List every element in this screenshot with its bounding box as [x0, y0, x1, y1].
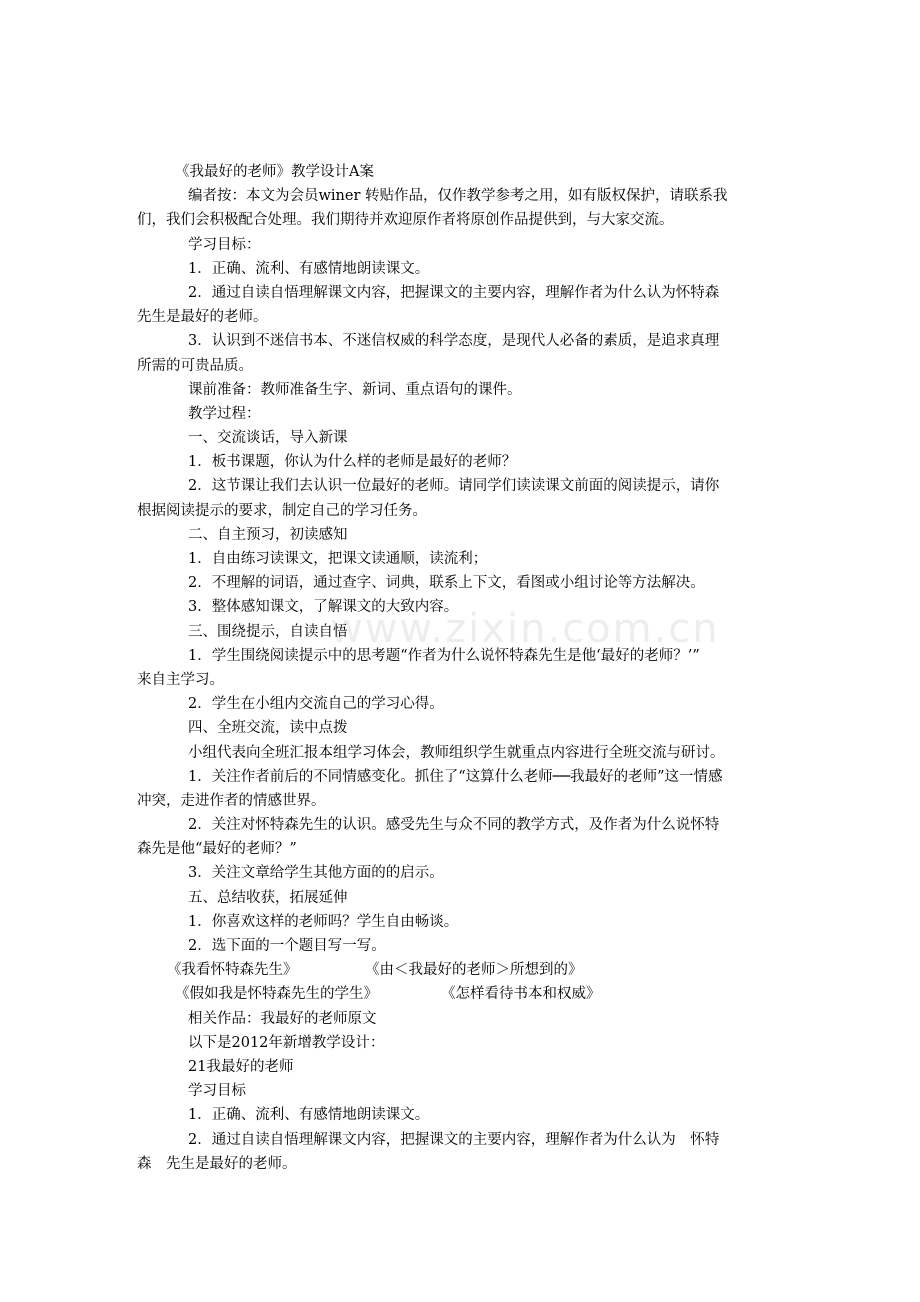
section-3-item-2: 2．学生在小组内交流自己的学习心得。 — [188, 696, 444, 713]
section-4-item-2-line-2: 森先是他“最好的老师？” — [137, 841, 297, 858]
goal-3-line-2: 所需的可贵品质。 — [137, 357, 253, 374]
section-1-item-2-line-1: 2．这节课让我们去认识一位最好的老师。请同学们读读课文前面的阅读提示，请你 — [188, 478, 720, 495]
topic-row-1 — [137, 958, 787, 982]
editor-note-line-2: 们，我们会积极配合处理。我们期待并欢迎原作者将原创作品提供到，与大家交流。 — [137, 212, 674, 229]
heading-learning-goals-2: 学习目标 — [188, 1083, 246, 1100]
section-2-heading: 二、自主预习，初读感知 — [188, 526, 348, 543]
section-3-heading: 三、围绕提示，自读自悟 — [188, 623, 348, 640]
section-4-item-2-line-1: 2．关注对怀特森先生的认识。感受先生与众不同的教学方式，及作者为什么说怀特 — [188, 817, 720, 834]
goal-2-1: 1．正确、流利、有感情地朗读课文。 — [188, 1107, 430, 1124]
section-2-item-2: 2．不理解的词语，通过查字、词典，联系上下文，看图或小组讨论等方法解决。 — [188, 575, 705, 592]
section-4-item-1-line-2: 冲突，走进作者的情感世界。 — [137, 792, 326, 809]
topic-row-2 — [137, 982, 787, 1006]
related-works: 相关作品：我最好的老师原文 — [188, 1010, 377, 1027]
watermark: www.zixin.com.cn — [330, 606, 720, 652]
topic-2: 《由＜我最好的老师＞所想到的》 — [365, 962, 583, 979]
heading-learning-goals: 学习目标： — [188, 236, 261, 253]
section-3-item-1-line-2: 来自主学习。 — [137, 671, 224, 688]
heading-process: 教学过程： — [188, 405, 261, 422]
goal-2-2-line-1: 2．通过自读自悟理解课文内容，把握课文的主要内容，理解作者为什么认为 怀特 — [188, 1131, 720, 1148]
lesson-title: 21我最好的老师 — [188, 1058, 294, 1075]
goal-2-2-line-2: 森 先生是最好的老师。 — [137, 1155, 297, 1172]
preparation: 课前准备：教师准备生字、新词、重点语句的课件。 — [188, 381, 522, 398]
editor-note-line-1: 编者按：本文为会员winer 转贴作品，仅作教学参考之用，如有版权保护，请联系我 — [188, 188, 728, 205]
section-1-item-2-line-2: 根据阅读提示的要求，制定自己的学习任务。 — [137, 502, 427, 519]
section-5-heading: 五、总结收获，拓展延伸 — [188, 889, 348, 906]
goal-2-line-2: 先生是最好的老师。 — [137, 309, 268, 326]
topic-3: 《假如我是怀特森先生的学生》 — [175, 986, 378, 1003]
section-2-item-1: 1．自由练习读课文，把课文读通顺，读流利； — [188, 551, 488, 567]
new-design-intro: 以下是2012年新增教学设计： — [188, 1034, 385, 1051]
section-4-heading: 四、全班交流，读中点拨 — [188, 720, 348, 737]
section-4-item-1-line-1: 1．关注作者前后的不同情感变化。抓住了“这算什么老师──我最好的老师”这一情感 — [188, 768, 723, 785]
goal-2-line-1: 2．通过自读自悟理解课文内容，把握课文的主要内容，理解作者为什么认为怀特森 — [188, 284, 720, 301]
section-1-heading: 一、交流谈话，导入新课 — [188, 430, 348, 447]
topic-4: 《怎样看待书本和权威》 — [441, 986, 601, 1003]
section-4-intro: 小组代表向全班汇报本组学习体会，教师组织学生就重点内容进行全班交流与研讨。 — [188, 744, 725, 761]
section-3-item-1-line-1: 1．学生围绕阅读提示中的思考题“作者为什么说怀特森先生是他‘最好的老师？’” — [188, 647, 700, 664]
section-5-item-1: 1．你喜欢这样的老师吗？学生自由畅谈。 — [188, 913, 459, 930]
section-2-item-3: 3．整体感知课文，了解课文的大致内容。 — [188, 599, 459, 616]
section-5-item-2: 2．选下面的一个题目写一写。 — [188, 938, 386, 954]
section-4-item-3: 3．关注文章给学生其他方面的的启示。 — [188, 865, 444, 882]
section-1-item-1: 1．板书课题，你认为什么样的老师是最好的老师？ — [188, 454, 517, 471]
goal-3-line-1: 3．认识到不迷信书本、不迷信权威的科学态度，是现代人必备的素质，是追求真理 — [188, 333, 720, 350]
document-title: 《我最好的老师》教学设计A案 — [175, 164, 374, 180]
goal-1: 1．正确、流利、有感情地朗读课文。 — [188, 260, 430, 277]
topic-1: 《我看怀特森先生》 — [167, 962, 298, 979]
document-body — [137, 160, 787, 1176]
